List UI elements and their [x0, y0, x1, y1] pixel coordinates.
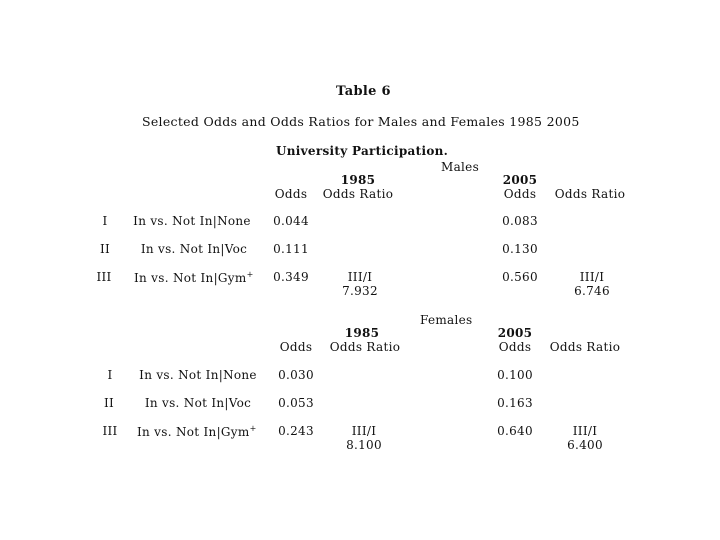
males-row-label-wrap	[134, 270, 254, 285]
males-ratio-label-2005: III/I	[579, 270, 605, 284]
males-row-odds-1985: 0.044	[273, 214, 309, 228]
females-year-1985: 1985	[344, 326, 380, 340]
males-ratio-value-1985: 7.932	[342, 284, 378, 298]
males-ratio-label-1985: III/I	[347, 270, 373, 284]
females-year-2005: 2005	[497, 326, 533, 340]
females-ratio-value-2005: 6.400	[567, 438, 603, 452]
males-row-num: I	[102, 214, 108, 228]
males-row-odds-2005: 0.083	[502, 214, 538, 228]
males-row-footnote-mark: +	[246, 270, 254, 279]
females-col-ratio-2005: Odds Ratio	[549, 340, 621, 354]
females-row-odds-2005: 0.100	[497, 368, 533, 382]
table-caption: Selected Odds and Odds Ratios for Males and Females 1985 2005	[142, 114, 580, 129]
table-number: Table 6	[336, 84, 391, 99]
females-row-odds-1985: 0.243	[278, 424, 314, 438]
males-row-label: In vs. Not In|Voc	[140, 242, 248, 256]
males-ratio-value-2005: 6.746	[574, 284, 610, 298]
females-ratio-value-1985: 8.100	[346, 438, 382, 452]
males-col-odds-1985: Odds	[274, 187, 308, 201]
females-row-num: I	[107, 368, 113, 382]
females-row-label-wrap	[137, 424, 257, 439]
females-row-odds-2005: 0.163	[497, 396, 533, 410]
females-row-footnote-mark: +	[249, 424, 257, 433]
males-row-odds-2005: 0.560	[502, 270, 538, 284]
males-heading: Males	[441, 160, 480, 174]
females-col-ratio-1985: Odds Ratio	[329, 340, 401, 354]
males-row-num: II	[99, 242, 111, 256]
females-row-odds-1985: 0.030	[278, 368, 314, 382]
males-col-ratio-1985: Odds Ratio	[322, 187, 394, 201]
females-col-odds-1985: Odds	[279, 340, 313, 354]
females-ratio-label-2005: III/I	[572, 424, 598, 438]
males-row-label: In vs. Not In|Gym	[134, 271, 247, 285]
males-year-2005: 2005	[502, 173, 538, 187]
males-row-odds-1985: 0.349	[273, 270, 309, 284]
males-row-label: In vs. Not In|None	[133, 214, 251, 228]
females-row-odds-1985: 0.053	[278, 396, 314, 410]
females-row-label: In vs. Not In|Voc	[144, 396, 252, 410]
males-col-odds-2005: Odds	[503, 187, 537, 201]
males-year-1985: 1985	[340, 173, 376, 187]
males-col-ratio-2005: Odds Ratio	[554, 187, 626, 201]
females-row-label: In vs. Not In|None	[139, 368, 257, 382]
females-row-odds-2005: 0.640	[497, 424, 533, 438]
males-row-num: III	[96, 270, 112, 284]
females-row-num: II	[103, 396, 115, 410]
females-row-label: In vs. Not In|Gym	[137, 425, 250, 439]
females-row-num: III	[102, 424, 118, 438]
females-heading: Females	[420, 313, 473, 327]
males-row-odds-2005: 0.130	[502, 242, 538, 256]
males-row-odds-1985: 0.111	[273, 242, 309, 256]
females-ratio-label-1985: III/I	[351, 424, 377, 438]
table-subtitle: University Participation.	[276, 144, 449, 158]
females-col-odds-2005: Odds	[498, 340, 532, 354]
